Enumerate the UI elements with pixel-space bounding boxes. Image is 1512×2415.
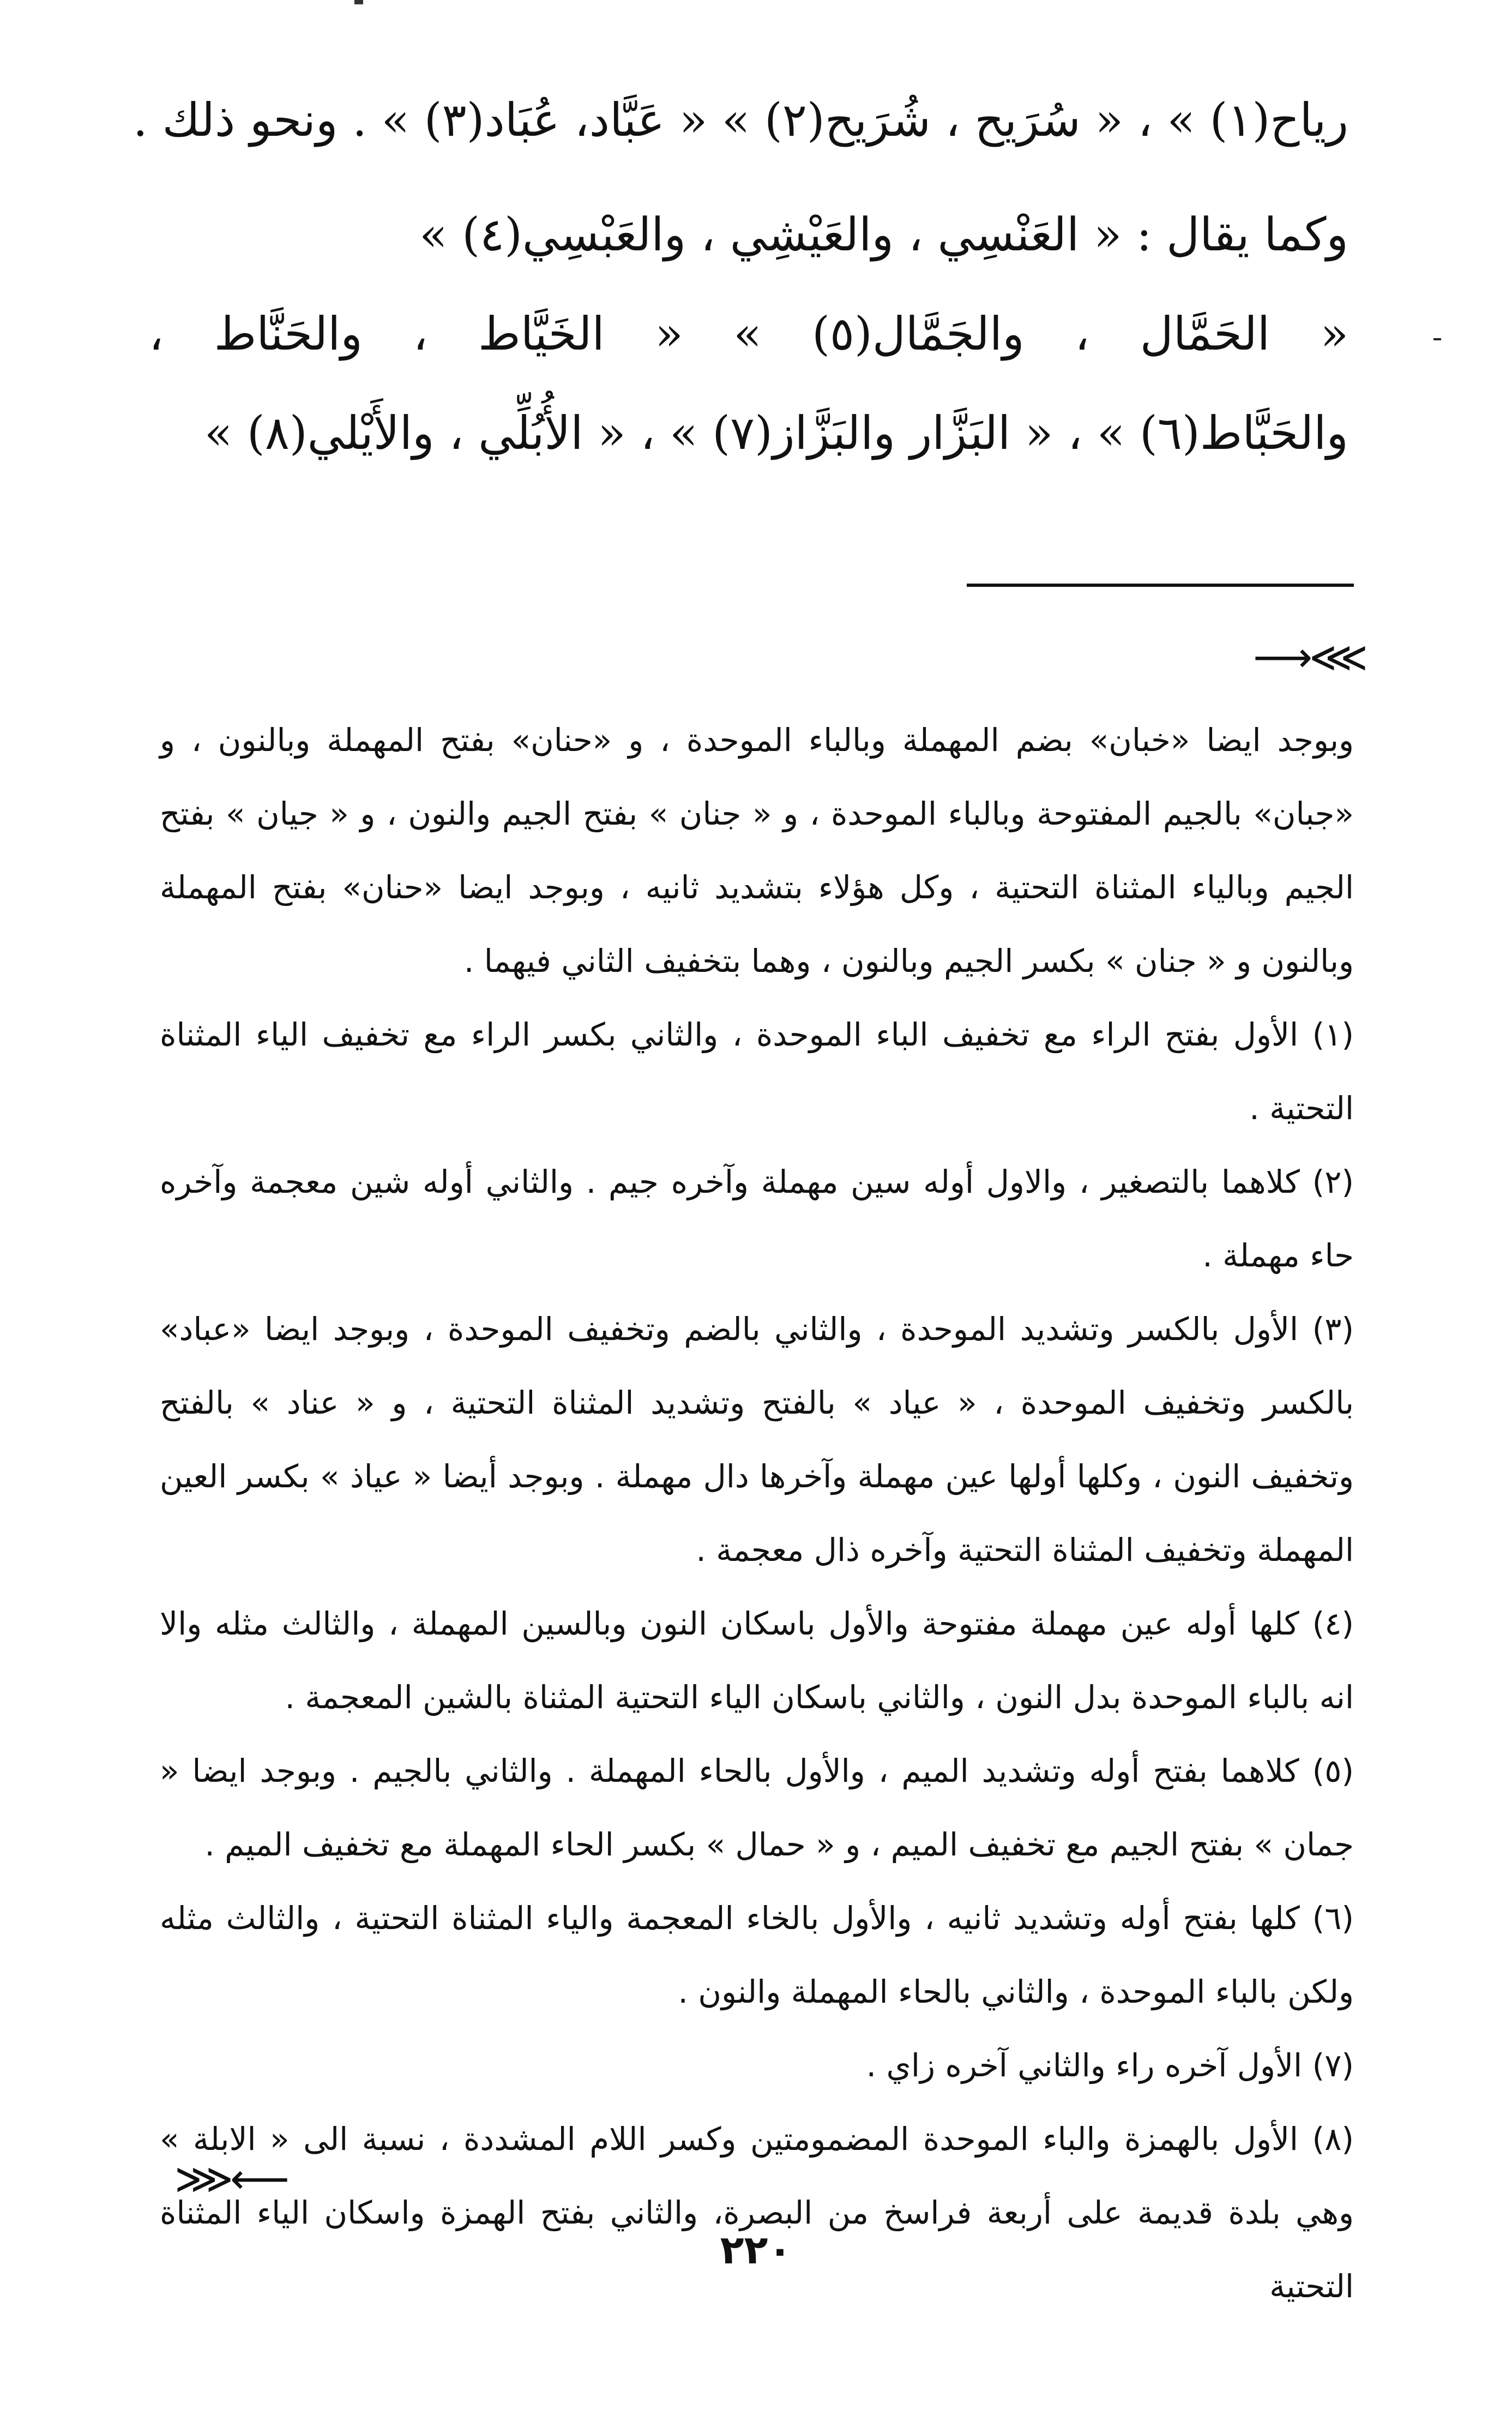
page-number: ٢٢٠ — [720, 2227, 792, 2273]
main-line-3: « الحَمَّال ، والجَمَّال(٥) » « الخَيَّاط ، والحَنَّاط ، — [149, 307, 1348, 361]
footnote-3: (٣) الأول بالكسر وتشديد الموحدة ، والثاني بالضم وتخفيف الموحدة ، وبوجد ايضا «عباد» بالكسر وتخفيف الموحدة ، « عياد » بالفتح وتشديد المثناة التحتية ، و « عناد » بالفتح وتخفيف النون ، وكلها أولها عين مهملة وآخرها دال مهملة . وبوجد أيضا « عياذ » بكسر العين المهملة وتخفيف المثناة التحتية وآخره ذال معجمة . — [160, 1311, 1354, 1569]
footnote-continuation: وبوجد ايضا «خبان» بضم المهملة وبالباء الموحدة ، و «حنان» بفتح المهملة وبالنون ، و «جبان» بالجيم المفتوحة وبالباء الموحدة ، و « جنان » بفتح الجيم والنون ، و « جيان » بفتح الجيم وبالياء المثناة التحتية ، وكل هؤلاء بتشديد ثانيه ، وبوجد ايضا «حنان» بفتح المهملة وبالنون و « جنان » بكسر الجيم وبالنون ، وهما بتخفيف الثاني فيهما . — [160, 722, 1354, 980]
footnote-separator — [967, 584, 1354, 587]
footnote-1: (١) الأول بفتح الراء مع تخفيف الباء الموحدة ، والثاني بكسر الراء مع تخفيف الياء المثناة التحتية . — [160, 1016, 1354, 1127]
footnote-5: (٥) كلاهما بفتح أوله وتشديد الميم ، والأول بالحاء المهملة . والثاني بالجيم . وبوجد ايضا « جمان » بفتح الجيم مع تخفيف الميم ، و « حمال » بكسر الحاء المهملة مع تخفيف الميم . — [160, 1752, 1354, 1863]
footnote-6: (٦) كلها بفتح أوله وتشديد ثانيه ، والأول بالخاء المعجمة والياء المثناة التحتية ، والثالث مثله ولكن بالباء الموحدة ، والثاني بالحاء المهملة والنون . — [160, 1900, 1354, 2010]
footnote-2: (٢) كلاهما بالتصغير ، والاول أوله سين مهملة وآخره جيم . والثاني أوله شين معجمة وآخره حاء مهملة . — [160, 1163, 1354, 1274]
main-text-block — [133, 82, 1348, 494]
footnote-4: (٤) كلها أوله عين مهملة مفتوحة والأول باسكان النون وبالسين المهملة ، والثالث مثله والا انه بالباء الموحدة بدل النون ، والثاني باسكان الياء التحتية المثناة بالشين المعجمة . — [160, 1605, 1354, 1716]
continue-next-page-arrow-icon: ⟵⋘ — [174, 2154, 287, 2203]
footnote-7: (٧) الأول آخره راء والثاني آخره زاي . — [866, 2047, 1354, 2084]
footnote-8: (٨) الأول بالهمزة والباء الموحدة المضمومتين وكسر اللام المشددة ، نسبة الى « الابلة » وهي بلدة قديمة على أربعة فراسخ من البصرة، والثاني بفتح الهمزة واسكان الياء المثناة التحتية — [160, 2120, 1354, 2305]
main-line-1: رياح(١) » ، « سُرَيح ، شُرَيح(٢) » « عَبَّاد، عُبَاد(٣) » . ونحو ذلك . — [133, 93, 1348, 147]
continued-arrow-icon: ⋙⟶ — [1252, 633, 1365, 681]
footnotes — [160, 704, 1354, 2323]
margin-tick — [1433, 338, 1441, 340]
main-line-4: والحَبَّاط(٦) » ، « البَزَّار والبَزَّاز(٧) » ، « الأُبُلِّي ، والأَيْلي(٨) » — [204, 406, 1348, 460]
main-line-2: وكما يقال : « العَنْسِي ، والعَيْشِي ، والعَبْسِي(٤) » — [419, 208, 1348, 261]
scan-mark — [354, 0, 363, 4]
